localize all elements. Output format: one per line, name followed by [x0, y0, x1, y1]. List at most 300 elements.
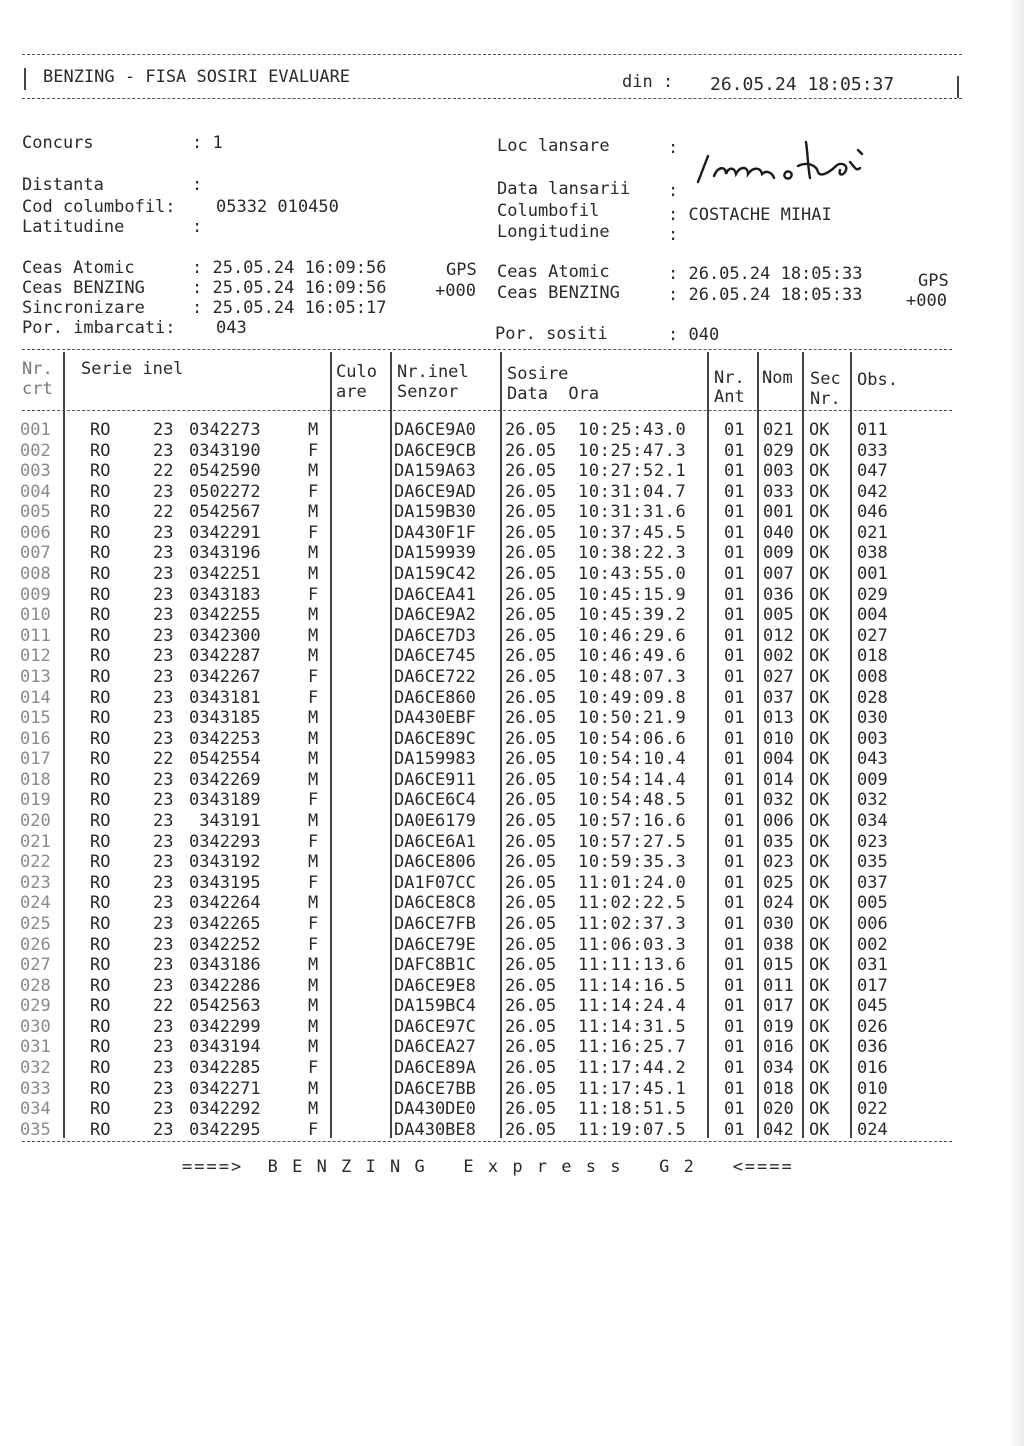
cell-ant: 01 [724, 461, 745, 482]
table-row [0, 729, 1000, 749]
cell-inel: 0342292 [189, 1099, 261, 1120]
cell-nr: 031 [20, 1037, 51, 1058]
cell-nom: 023 [763, 852, 794, 873]
header-serie-inel: Serie inel [81, 359, 184, 379]
cell-senzor: DA6CE722 [394, 666, 476, 687]
table-row [0, 646, 1000, 666]
cell-ora: 10:25:43.0 [578, 420, 687, 440]
cell-an: 23 [153, 646, 174, 667]
cell-senzor: DA6CE7D3 [394, 625, 476, 646]
cell-an: 23 [153, 934, 174, 955]
latitudine-value: : [192, 217, 203, 237]
cell-nom: 024 [763, 893, 794, 914]
cell-nom: 027 [763, 666, 794, 687]
cell-nr: 025 [20, 913, 51, 934]
cell-inel: 0342299 [189, 1016, 261, 1037]
ceas-benzing-end-value: : 26.05.24 18:05:33 [668, 285, 863, 305]
cell-ant: 01 [724, 625, 745, 646]
cell-sex: F [308, 666, 319, 687]
cell-data: 26.05 [505, 708, 557, 729]
cell-inel: 0343196 [189, 543, 261, 564]
cell-obs: 030 [857, 708, 888, 729]
cell-ora: 10:57:27.5 [578, 831, 687, 852]
cell-sec: OK [809, 1037, 830, 1058]
cell-ant: 01 [724, 769, 745, 790]
ceas-atomic-end-label: Ceas Atomic [497, 262, 610, 282]
cell-an: 23 [153, 708, 174, 729]
cell-tara: RO [90, 769, 111, 790]
table-row [0, 626, 1000, 646]
cell-sec: OK [809, 646, 830, 667]
cell-ora: 10:54:48.5 [578, 790, 687, 811]
ceas-benzing-end-offset: +000 [906, 291, 947, 311]
cell-an: 23 [153, 1119, 174, 1140]
cell-tara: RO [90, 811, 111, 832]
cell-nr: 027 [20, 955, 51, 976]
cell-sex: F [308, 522, 319, 543]
cell-sex: M [308, 1016, 319, 1037]
cell-data: 26.05 [505, 1057, 557, 1078]
cell-ant: 01 [724, 872, 745, 893]
cell-inel: 0342264 [189, 893, 261, 914]
cell-nom: 017 [763, 996, 794, 1017]
cell-sec: OK [809, 687, 830, 708]
cell-inel: 0343192 [189, 852, 261, 873]
cell-sec: OK [809, 502, 830, 523]
cell-tara: RO [90, 893, 111, 914]
cell-senzor: DA159C42 [394, 564, 476, 585]
cell-nom: 037 [763, 687, 794, 708]
cell-data: 26.05 [505, 893, 557, 914]
cell-an: 23 [153, 584, 174, 605]
cell-an: 23 [153, 687, 174, 708]
cell-data: 26.05 [505, 461, 557, 482]
ceas-atomic-start-value: : 25.05.24 16:09:56 [192, 258, 387, 278]
cell-sex: M [308, 708, 319, 729]
cell-sex: F [308, 1119, 319, 1140]
cell-data: 26.05 [505, 769, 557, 790]
cell-inel: 0343189 [189, 790, 261, 811]
cell-obs: 011 [857, 420, 888, 440]
cell-sex: M [308, 749, 319, 770]
table-row [0, 1017, 1000, 1037]
cell-an: 23 [153, 728, 174, 749]
cell-data: 26.05 [505, 543, 557, 564]
cell-inel: 0342273 [189, 420, 261, 440]
cell-ant: 01 [724, 1016, 745, 1037]
cell-ora: 10:37:45.5 [578, 522, 687, 543]
cell-ant: 01 [724, 1037, 745, 1058]
cell-inel: 0342293 [189, 831, 261, 852]
document-title: BENZING - FISA SOSIRI EVALUARE [43, 67, 351, 87]
cell-inel: 0342300 [189, 625, 261, 646]
cell-sec: OK [809, 955, 830, 976]
cell-ora: 11:17:44.2 [578, 1057, 687, 1078]
cell-obs: 003 [857, 728, 888, 749]
cell-sec: OK [809, 728, 830, 749]
cell-data: 26.05 [505, 934, 557, 955]
cell-nr: 005 [20, 502, 51, 523]
cod-columbofil-label: Cod columbofil: [22, 197, 176, 217]
cell-ant: 01 [724, 522, 745, 543]
cell-tara: RO [90, 1078, 111, 1099]
cell-nr: 020 [20, 811, 51, 832]
table-row [0, 605, 1000, 625]
cell-data: 26.05 [505, 831, 557, 852]
cell-senzor: DA6CE8C8 [394, 893, 476, 914]
imbarcati-label: Por. imbarcati: [22, 318, 176, 338]
cell-obs: 005 [857, 893, 888, 914]
cell-data: 26.05 [505, 440, 557, 461]
cell-ora: 11:19:07.5 [578, 1119, 687, 1140]
cell-sex: M [308, 1099, 319, 1120]
cell-ora: 10:49:09.8 [578, 687, 687, 708]
cell-sec: OK [809, 934, 830, 955]
cell-senzor: DA430BE8 [394, 1119, 476, 1140]
cell-tara: RO [90, 996, 111, 1017]
cell-inel: 0343194 [189, 1037, 261, 1058]
cell-ant: 01 [724, 666, 745, 687]
cell-nr: 022 [20, 852, 51, 873]
table-row [0, 502, 1000, 522]
cell-nom: 004 [763, 749, 794, 770]
cell-senzor: DA6CE7FB [394, 913, 476, 934]
cell-tara: RO [90, 1119, 111, 1140]
table-row [0, 523, 1000, 543]
cell-ora: 10:54:14.4 [578, 769, 687, 790]
cell-an: 23 [153, 872, 174, 893]
cell-obs: 045 [857, 996, 888, 1017]
header-nr-inel: Nr.inel [397, 362, 469, 382]
data-lansarii-value: : [668, 181, 679, 201]
cell-ant: 01 [724, 605, 745, 626]
cell-nom: 005 [763, 605, 794, 626]
cell-inel: 0343181 [189, 687, 261, 708]
cell-nom: 002 [763, 646, 794, 667]
cell-nr: 010 [20, 605, 51, 626]
cell-tara: RO [90, 1099, 111, 1120]
table-row [0, 585, 1000, 605]
cell-obs: 028 [857, 687, 888, 708]
cell-ora: 11:06:03.3 [578, 934, 687, 955]
cell-an: 23 [153, 893, 174, 914]
handwritten-place-signature [690, 132, 880, 202]
cell-inel: 0342287 [189, 646, 261, 667]
cell-tara: RO [90, 913, 111, 934]
cell-inel: 0342253 [189, 728, 261, 749]
cell-ant: 01 [724, 934, 745, 955]
cell-an: 22 [153, 502, 174, 523]
cell-nom: 012 [763, 625, 794, 646]
cell-an: 23 [153, 605, 174, 626]
cell-senzor: DA6CE9AD [394, 481, 476, 502]
cell-obs: 018 [857, 646, 888, 667]
table-row [0, 893, 1000, 913]
cell-senzor: DA159939 [394, 543, 476, 564]
cell-ora: 10:48:07.3 [578, 666, 687, 687]
cell-senzor: DA430DE0 [394, 1099, 476, 1120]
cell-senzor: DA159B30 [394, 502, 476, 523]
cell-ant: 01 [724, 420, 745, 440]
cell-nom: 032 [763, 790, 794, 811]
cell-an: 23 [153, 769, 174, 790]
cell-sex: M [308, 461, 319, 482]
cell-ant: 01 [724, 913, 745, 934]
cell-senzor: DA6CEA41 [394, 584, 476, 605]
header-left-border [24, 68, 26, 90]
cell-sec: OK [809, 1078, 830, 1099]
cell-sec: OK [809, 461, 830, 482]
cell-an: 23 [153, 522, 174, 543]
header-nr-ant-2: Ant [714, 387, 745, 407]
table-row [0, 482, 1000, 502]
table-header-rule [22, 410, 952, 411]
cell-senzor: DA159A63 [394, 461, 476, 482]
cell-nr: 024 [20, 893, 51, 914]
cell-ora: 10:25:47.3 [578, 440, 687, 461]
cell-senzor: DA6CE89C [394, 728, 476, 749]
cell-nom: 020 [763, 1099, 794, 1120]
ceas-atomic-end-gps: GPS [918, 271, 949, 291]
cell-sex: M [308, 893, 319, 914]
cell-inel: 0502272 [189, 481, 261, 502]
cell-data: 26.05 [505, 913, 557, 934]
cell-nom: 036 [763, 584, 794, 605]
cell-sec: OK [809, 811, 830, 832]
cell-nom: 007 [763, 564, 794, 585]
cell-nr: 004 [20, 481, 51, 502]
cell-sex: M [308, 996, 319, 1017]
cell-nom: 019 [763, 1016, 794, 1037]
cell-nom: 013 [763, 708, 794, 729]
table-row [0, 1058, 1000, 1078]
cell-an: 23 [153, 625, 174, 646]
document-date: 26.05.24 18:05:37 [710, 74, 895, 95]
cell-an: 23 [153, 1057, 174, 1078]
table-row [0, 564, 1000, 584]
cell-data: 26.05 [505, 625, 557, 646]
cell-ant: 01 [724, 584, 745, 605]
cell-ant: 01 [724, 790, 745, 811]
cell-data: 26.05 [505, 1119, 557, 1140]
sositi-value: : 040 [668, 325, 720, 345]
cell-nom: 014 [763, 769, 794, 790]
table-row [0, 1037, 1000, 1057]
cell-nr: 033 [20, 1078, 51, 1099]
table-row [0, 688, 1000, 708]
ceas-benzing-end-label: Ceas BENZING [497, 283, 620, 303]
cell-ant: 01 [724, 728, 745, 749]
cell-an: 23 [153, 420, 174, 440]
cell-obs: 033 [857, 440, 888, 461]
cell-ant: 01 [724, 996, 745, 1017]
cell-an: 23 [153, 831, 174, 852]
cell-obs: 037 [857, 872, 888, 893]
cell-ora: 10:31:31.6 [578, 502, 687, 523]
cell-tara: RO [90, 564, 111, 585]
sincronizare-label: Sincronizare [22, 298, 145, 318]
cell-obs: 022 [857, 1099, 888, 1120]
cell-sec: OK [809, 913, 830, 934]
cell-ant: 01 [724, 1119, 745, 1140]
cell-sex: F [308, 440, 319, 461]
cell-tara: RO [90, 522, 111, 543]
cell-ora: 11:14:24.4 [578, 996, 687, 1017]
imbarcati-value: 043 [216, 318, 247, 338]
cell-data: 26.05 [505, 420, 557, 440]
cell-an: 23 [153, 666, 174, 687]
cell-inel: 0343186 [189, 955, 261, 976]
cell-obs: 006 [857, 913, 888, 934]
cell-inel: 0342271 [189, 1078, 261, 1099]
cell-sex: M [308, 502, 319, 523]
table-row [0, 770, 1000, 790]
cell-sec: OK [809, 1099, 830, 1120]
table-row [0, 1099, 1000, 1119]
cell-inel: 0343183 [189, 584, 261, 605]
ceas-benzing-start-offset: +000 [435, 281, 476, 301]
cell-nr: 034 [20, 1099, 51, 1120]
cell-an: 23 [153, 543, 174, 564]
cell-sex: F [308, 913, 319, 934]
cell-nr: 032 [20, 1057, 51, 1078]
cell-senzor: DA6CE9A0 [394, 420, 476, 440]
cell-nr: 003 [20, 461, 51, 482]
concurs-value: : 1 [192, 133, 223, 153]
cell-data: 26.05 [505, 1099, 557, 1120]
cell-obs: 026 [857, 1016, 888, 1037]
cell-ora: 10:46:49.6 [578, 646, 687, 667]
cell-sex: M [308, 625, 319, 646]
cell-tara: RO [90, 1037, 111, 1058]
cell-data: 26.05 [505, 1037, 557, 1058]
cell-obs: 029 [857, 584, 888, 605]
cell-sec: OK [809, 543, 830, 564]
cell-obs: 016 [857, 1057, 888, 1078]
header-nr-ant-1: Nr. [714, 368, 745, 388]
cell-sex: M [308, 605, 319, 626]
cell-nr: 008 [20, 564, 51, 585]
sincronizare-value: : 25.05.24 16:05:17 [192, 298, 387, 318]
cell-tara: RO [90, 831, 111, 852]
cell-senzor: DA6CE745 [394, 646, 476, 667]
header-sec-1: Sec [810, 369, 841, 389]
cell-obs: 008 [857, 666, 888, 687]
cell-inel: 0343190 [189, 440, 261, 461]
cell-ant: 01 [724, 564, 745, 585]
cell-obs: 024 [857, 1119, 888, 1140]
cell-data: 26.05 [505, 646, 557, 667]
cell-sec: OK [809, 625, 830, 646]
cell-tara: RO [90, 728, 111, 749]
cell-data: 26.05 [505, 996, 557, 1017]
cell-sec: OK [809, 975, 830, 996]
cell-nom: 033 [763, 481, 794, 502]
cell-nr: 018 [20, 769, 51, 790]
cell-inel: 0542567 [189, 502, 261, 523]
cell-ora: 11:02:37.3 [578, 913, 687, 934]
cell-obs: 023 [857, 831, 888, 852]
cell-tara: RO [90, 502, 111, 523]
cell-ant: 01 [724, 1099, 745, 1120]
cell-sex: M [308, 728, 319, 749]
table-row [0, 832, 1000, 852]
cell-obs: 034 [857, 811, 888, 832]
cell-sex: F [308, 1057, 319, 1078]
cell-data: 26.05 [505, 605, 557, 626]
cell-tara: RO [90, 852, 111, 873]
cell-nr: 028 [20, 975, 51, 996]
cell-ora: 10:45:39.2 [578, 605, 687, 626]
cell-data: 26.05 [505, 502, 557, 523]
cell-tara: RO [90, 975, 111, 996]
cell-an: 23 [153, 1099, 174, 1120]
cell-data: 26.05 [505, 749, 557, 770]
cell-sec: OK [809, 769, 830, 790]
cell-ant: 01 [724, 708, 745, 729]
header-bottom-rule [22, 98, 962, 99]
table-row [0, 420, 1000, 440]
cell-data: 26.05 [505, 522, 557, 543]
cell-obs: 043 [857, 749, 888, 770]
cell-sex: M [308, 811, 319, 832]
cell-nr: 019 [20, 790, 51, 811]
data-lansarii-label: Data lansarii [497, 179, 631, 199]
cell-tara: RO [90, 872, 111, 893]
cell-senzor: DA6CE79E [394, 934, 476, 955]
cell-inel: 0343195 [189, 872, 261, 893]
cell-sex: M [308, 955, 319, 976]
cell-an: 23 [153, 1016, 174, 1037]
cell-obs: 046 [857, 502, 888, 523]
cell-an: 23 [153, 913, 174, 934]
cell-ant: 01 [724, 955, 745, 976]
cell-nom: 021 [763, 420, 794, 440]
cell-sec: OK [809, 420, 830, 440]
cell-ant: 01 [724, 481, 745, 502]
loc-lansare-value: : [668, 138, 679, 158]
cell-an: 23 [153, 975, 174, 996]
cell-ora: 11:14:31.5 [578, 1016, 687, 1037]
cell-sex: F [308, 584, 319, 605]
table-row [0, 708, 1000, 728]
cell-inel: 0343185 [189, 708, 261, 729]
cell-ora: 11:02:22.5 [578, 893, 687, 914]
cell-obs: 036 [857, 1037, 888, 1058]
table-row [0, 976, 1000, 996]
cell-obs: 001 [857, 564, 888, 585]
cell-an: 23 [153, 811, 174, 832]
header-sosire: Sosire [507, 364, 569, 384]
loc-lansare-label: Loc lansare [497, 136, 610, 156]
cell-inel: 0342291 [189, 522, 261, 543]
cell-sec: OK [809, 893, 830, 914]
cell-ora: 10:45:15.9 [578, 584, 687, 605]
table-row [0, 441, 1000, 461]
cell-sex: F [308, 481, 319, 502]
cell-nr: 029 [20, 996, 51, 1017]
cell-nom: 003 [763, 461, 794, 482]
cell-ora: 10:43:55.0 [578, 564, 687, 585]
cell-tara: RO [90, 1057, 111, 1078]
cell-nom: 038 [763, 934, 794, 955]
ceas-benzing-start-label: Ceas BENZING [22, 278, 145, 298]
cell-nom: 025 [763, 872, 794, 893]
header-culoare-1: Culo [336, 362, 377, 382]
page-edge-shadow [1010, 0, 1024, 1446]
cell-tara: RO [90, 440, 111, 461]
cell-nom: 011 [763, 975, 794, 996]
